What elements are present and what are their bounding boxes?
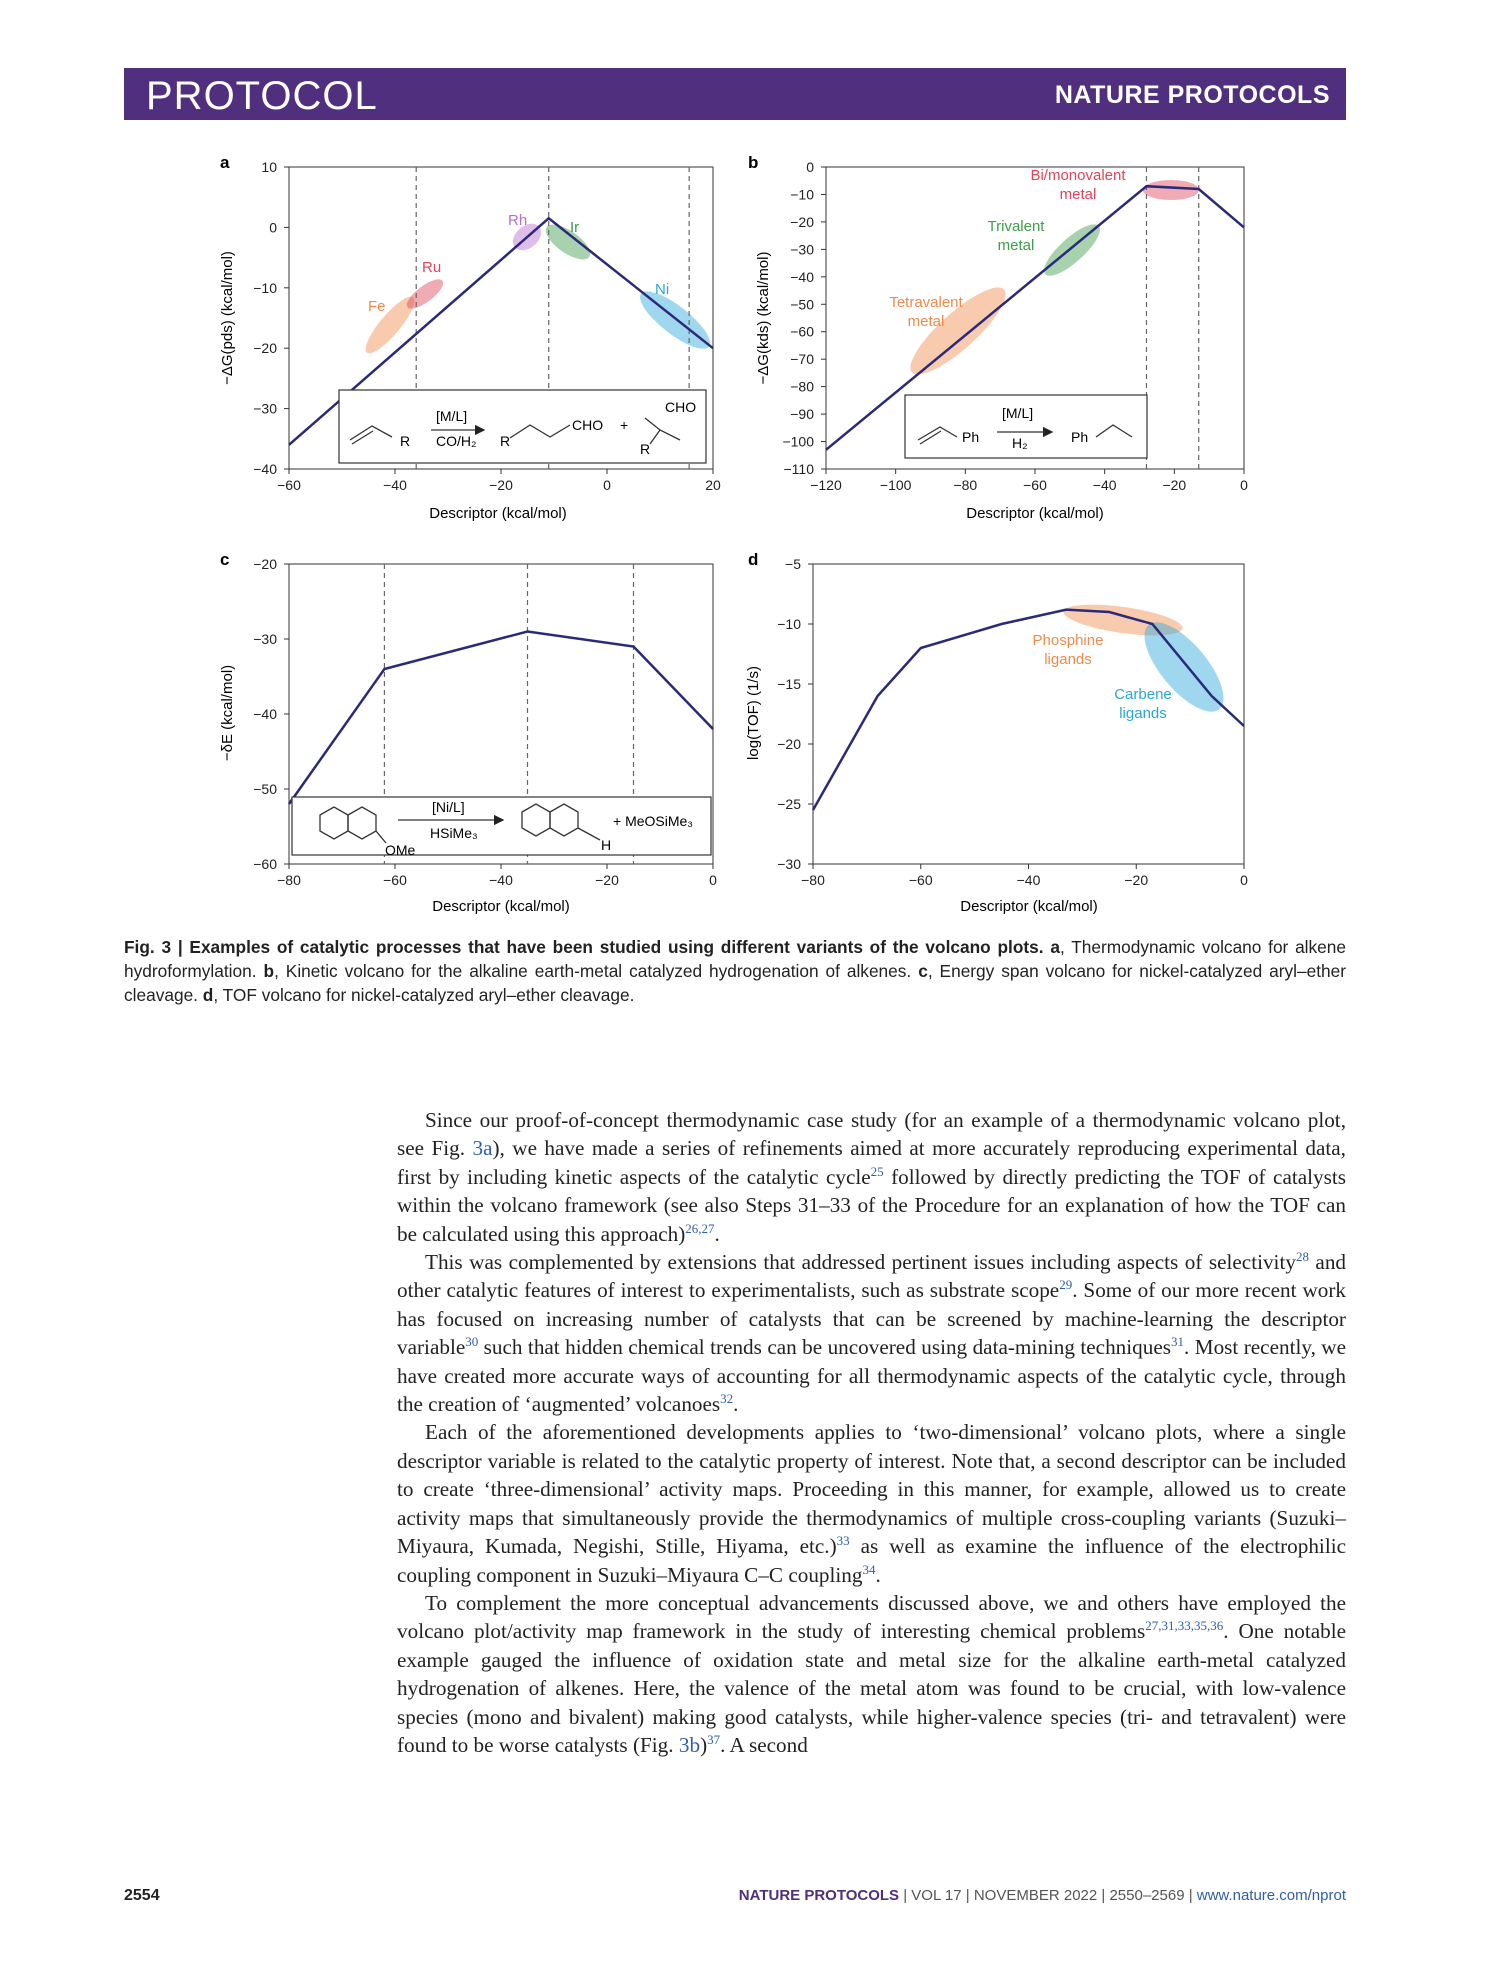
series-c-curve xyxy=(289,632,713,805)
citation-29[interactable]: 29 xyxy=(1059,1277,1073,1293)
label-bimonovalent: Bi/monovalent metal xyxy=(1030,167,1126,203)
panel-b xyxy=(748,153,1248,522)
label-rh: Rh xyxy=(508,212,528,229)
citation-33[interactable]: 33 xyxy=(836,1533,850,1549)
panel-d-ytick-label: −15 xyxy=(777,676,801,692)
fig-3b-link[interactable]: 3b xyxy=(678,1732,701,1757)
panel-d-ytick-label: −20 xyxy=(777,736,801,752)
paragraph-1: Since our proof-of-concept thermodynamic case study (for an example of a thermodynamic volcano plot, see Fig. 3a), we have made a series of refinements aimed at more accurately reproducing experimental data, first by including kinetic aspects of the catalytic cycle$^{25}$ followed by directly predicting the TOF of catalysts within the volcano framework (see also Steps 31–33 of the Procedure for an explanation of how the TOF can be calculated using this approach)$^{26,27}$. xyxy=(397,1108,1346,1246)
panel-b-xtick-label: −20 xyxy=(1162,477,1187,493)
scheme-a-plus: + xyxy=(620,417,629,433)
panel-d-ytick-label: −10 xyxy=(777,616,801,632)
article-body xyxy=(397,1106,1346,1759)
panel-b-ytick-label: −90 xyxy=(790,406,814,423)
panel-b-ytick-label: 0 xyxy=(806,159,814,175)
panel-a-xtick-label: 20 xyxy=(705,477,721,493)
panel-c-xtick-label: −20 xyxy=(595,872,619,888)
label-phosphine: Phosphine ligands xyxy=(1032,632,1104,668)
panel-b-xtick-label: −80 xyxy=(953,477,978,493)
label-ru: Ru xyxy=(422,259,442,276)
label-ir: Ir xyxy=(570,219,580,236)
panel-d-ylabel: log(TOF) (1/s) xyxy=(745,666,762,760)
panel-a-ytick-label: 10 xyxy=(261,159,277,175)
panel-c xyxy=(219,550,717,915)
panel-d-xtick-label: −80 xyxy=(801,872,825,888)
footer-issue: | VOL 17 | NOVEMBER 2022 | 2550–2569 | xyxy=(899,1887,1197,1904)
footer-citation xyxy=(739,1887,1346,1904)
panel-a-ytick-label: −30 xyxy=(253,400,277,417)
citation-31[interactable]: 31 xyxy=(1171,1334,1184,1350)
panel-b-ytick-label: −110 xyxy=(783,461,814,477)
label-fe: Fe xyxy=(368,298,386,315)
panel-d-ytick-label: −5 xyxy=(785,556,801,572)
panel-d-xlabel: Descriptor (kcal/mol) xyxy=(960,898,1098,915)
scheme-b-ph1: Ph xyxy=(962,429,980,445)
panel-a-ytick-label: −40 xyxy=(253,461,277,477)
panel-c-ylabel: −δE (kcal/mol) xyxy=(219,664,236,762)
panel-b-ytick-label: −80 xyxy=(790,378,814,395)
scheme-a-r3: R xyxy=(640,441,651,457)
citation-28[interactable]: 28 xyxy=(1295,1248,1309,1264)
citation-37[interactable]: 37 xyxy=(707,1731,721,1747)
scheme-c-catalyst: [Ni/L] xyxy=(432,799,465,815)
caption-a-key: a xyxy=(1050,937,1060,957)
label-carbene: Carbene ligands xyxy=(1114,686,1172,722)
citation-27-36[interactable]: 27,31,33,35,36 xyxy=(1145,1618,1224,1634)
panel-d-ytick-label: −25 xyxy=(777,796,801,812)
panel-b-ylabel: −ΔG(kds) (kcal/mol) xyxy=(755,251,772,385)
panel-a-label: a xyxy=(220,153,230,172)
region-tetravalent xyxy=(900,276,1016,386)
panel-b-xtick-label: −40 xyxy=(1092,477,1117,493)
label-ni: Ni xyxy=(655,281,670,298)
citation-32[interactable]: 32 xyxy=(720,1391,734,1406)
scheme-a-product2: CHO xyxy=(665,399,697,415)
panel-c-xtick-label: 0 xyxy=(709,872,717,888)
panel-b-xtick-label: −120 xyxy=(810,477,842,493)
panel-a-ytick-label: −10 xyxy=(253,279,277,296)
scheme-a-box xyxy=(339,390,706,463)
scheme-c-h: H xyxy=(601,837,612,853)
panel-c-xtick-label: −60 xyxy=(383,872,407,888)
scheme-c-ome: OMe xyxy=(385,842,416,858)
panel-b-ytick-label: −30 xyxy=(790,241,814,258)
panel-d xyxy=(745,550,1248,915)
panel-b-ytick-label: −50 xyxy=(790,296,814,313)
figure-3 xyxy=(0,0,1489,940)
region-ru xyxy=(403,274,448,313)
panel-d-xtick-label: 0 xyxy=(1240,872,1248,888)
scheme-c-reagent: HSiMe₃ xyxy=(430,825,478,841)
panel-a-xtick-label: −60 xyxy=(277,477,301,493)
journal-title: NATURE PROTOCOLS xyxy=(1054,81,1330,109)
scheme-a-catalyst: [M/L] xyxy=(436,408,468,424)
panel-c-ytick-label: −60 xyxy=(253,856,277,872)
footer-journal-name: NATURE PROTOCOLS xyxy=(738,1887,900,1904)
scheme-b-reagent: H₂ xyxy=(1012,435,1028,451)
paragraph-3: Each of the aforementioned developments applies to ‘two-dimensional’ volcano plots, where a single descriptor variable is related to the catalytic property of interest. Note that, a second descriptor can be included to create ‘three-dimensional’ activity maps. Proceeding in this manner, for example, allowed us to create activity maps that simultaneously provide the thermodynamics of multiple cross-coupling variants (Suzuki–Miyaura, Kumada, Negishi, Stille, Hiyama, etc.)$^{33}$ as well as examine the influence of the electrophilic coupling component in Suzuki–Miyaura C–C coupling$^{34}$. xyxy=(397,1420,1346,1587)
panel-c-ytick-label: −50 xyxy=(253,781,277,797)
panel-a-xtick-label: −20 xyxy=(489,477,513,493)
fig-3a-link[interactable]: 3a xyxy=(472,1136,493,1161)
page-number: 2554 xyxy=(124,1887,160,1904)
citation-30[interactable]: 30 xyxy=(465,1334,479,1350)
panel-b-ytick-label: −40 xyxy=(790,268,814,285)
panel-c-ytick-label: −20 xyxy=(253,556,277,572)
panel-c-xtick-label: −40 xyxy=(489,872,513,888)
panel-b-ytick-label: −20 xyxy=(790,213,814,230)
label-tetravalent: Tetravalent metal xyxy=(889,294,963,330)
scheme-b-catalyst: [M/L] xyxy=(1002,405,1034,421)
panel-b-ytick-label: −60 xyxy=(790,323,814,340)
panel-b-label: b xyxy=(748,153,759,172)
caption-a-text: , Thermodynamic volcano for alkene hydroformylation. xyxy=(124,937,1346,981)
scheme-b-ph2: Ph xyxy=(1071,429,1089,445)
panel-d-ytick-label: −30 xyxy=(777,856,801,872)
panel-d-xtick-label: −60 xyxy=(908,872,933,888)
citation-25[interactable]: 25 xyxy=(870,1163,884,1179)
panel-c-ytick-label: −30 xyxy=(253,631,277,647)
footer-url[interactable]: www.nature.com/nprot xyxy=(1196,1887,1346,1904)
scheme-a-product1: CHO xyxy=(572,417,604,433)
panel-b-ytick-label: −10 xyxy=(790,186,814,203)
panel-d-frame xyxy=(813,564,1244,864)
panel-a-xtick-label: 0 xyxy=(603,477,611,493)
paragraph-4: To complement the more conceptual advancements discussed above, we and others have employed the volcano plot/activity map framework in the study of interesting chemical problems$^{27,31,33,35,36}$. One notable example gauged the influence of oxidation state and metal size for the alkaline earth-metal catalyzed hydrogenation of alkenes. Here, the valence of the metal atom was found to be crucial, with low-valence species (mono and bivalent) making good catalysts, while higher-valence species (tri- and tetravalent) were found to be worse catalysts (Fig. 3b)$^{37}$. A second xyxy=(397,1590,1346,1757)
panel-c-label: c xyxy=(220,550,230,569)
panel-d-xtick-label: −40 xyxy=(1016,872,1041,888)
citation-26-27[interactable]: 26,27 xyxy=(685,1220,715,1236)
scheme-a-r1: R xyxy=(400,433,411,449)
panel-b-xtick-label: −100 xyxy=(879,477,912,493)
section-title: PROTOCOL xyxy=(146,74,378,118)
panel-a-xtick-label: −40 xyxy=(383,477,407,493)
scheme-a-r2: R xyxy=(500,433,511,449)
panel-a-ytick-label: −20 xyxy=(253,340,277,357)
caption-b-text: , Kinetic volcano for the alkaline earth-metal catalyzed hydrogenation of alkenes. xyxy=(274,961,912,981)
scheme-c-byproduct: + MeOSiMe₃ xyxy=(613,813,694,829)
caption-d-key: d xyxy=(202,985,214,1005)
panel-d-label: d xyxy=(748,550,759,569)
panel-a-xlabel: Descriptor (kcal/mol) xyxy=(429,505,567,522)
panel-b-xtick-label: 0 xyxy=(1240,477,1248,493)
citation-34[interactable]: 34 xyxy=(862,1561,876,1577)
panel-b-xtick-label: −60 xyxy=(1023,477,1047,493)
panel-b-xlabel: Descriptor (kcal/mol) xyxy=(966,505,1104,522)
caption-c-text: , Energy span volcano for nickel-catalyzed aryl–ether cleavage. xyxy=(124,961,1347,1005)
scheme-a-reagent: CO/H₂ xyxy=(436,433,477,449)
figure-caption xyxy=(124,935,1346,1007)
panel-a xyxy=(219,153,721,522)
panel-b-ytick-label: −70 xyxy=(790,351,814,368)
label-trivalent: Trivalent metal xyxy=(987,218,1045,254)
panel-c-xtick-label: −80 xyxy=(277,872,301,888)
panel-a-ylabel: −ΔG(pds) (kcal/mol) xyxy=(219,251,236,385)
caption-d-text: , TOF volcano for nickel-catalyzed aryl–ether cleavage. xyxy=(213,985,635,1005)
panel-c-ytick-label: −40 xyxy=(253,706,277,722)
caption-b-key: b xyxy=(263,961,275,981)
panel-b-ytick-label: −100 xyxy=(782,433,814,450)
caption-label: Fig. 3 | Examples of catalytic processes that have been studied using different variants of the volcano plots. xyxy=(124,937,1044,957)
panel-a-ytick-label: 0 xyxy=(269,219,277,236)
panel-c-xlabel: Descriptor (kcal/mol) xyxy=(432,898,570,915)
panel-d-xtick-label: −20 xyxy=(1124,872,1149,888)
paragraph-2: This was complemented by extensions that addressed pertinent issues including aspects of selectivity$^{28}$ and other catalytic features of interest to experimentalists, such as substrate scope$^{29}$. Some of our more recent work has focused on increasing number of catalysts that can be screened by machine-learning the descriptor variable$^{30}$ such that hidden chemical trends can be uncovered using data-mining techniques$^{31}$. Most recently, we have created more accurate ways of accounting for all thermodynamic aspects of the catalytic cycle, through the creation of ‘augmented’ volcanoes$^{32}$. xyxy=(397,1248,1347,1417)
region-bimonovalent xyxy=(1143,180,1199,200)
caption-c-key: c xyxy=(918,961,928,981)
